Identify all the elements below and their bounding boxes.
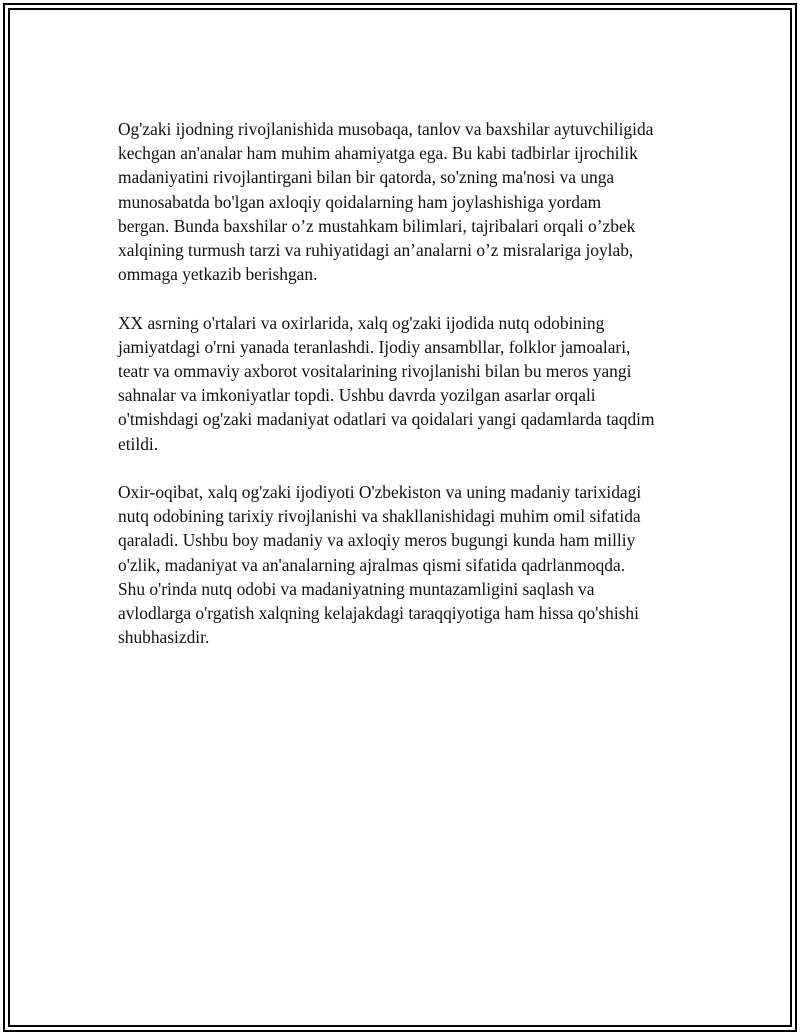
document-body <box>118 117 690 674</box>
paragraph-twentieth-century: XX asrning o'rtalari va oxirlarida, xalq og'zaki ijodida nutq odobining jamiyatdagi o'rni yanada teranlashdi. Ijodiy ansambllar, folklor jamoalari, teatr va ommaviy axborot vositalarining rivojlanishi bilan bu meros yangi sahnalar va imkoniyatlar topdi. Ushbu davrda yozilgan asarlar orqali o'tmishdagi og'zaki madaniyat odatlari va qoidalari yangi qadamlarda taqdim etildi. <box>118 312 655 454</box>
paragraph-oral-tradition: Og'zaki ijodning rivojlanishida musobaqa, tanlov va baxshilar aytuvchiligida kechgan an'analar ham muhim ahamiyatga ega. Bu kabi tadbirlar ijrochilik madaniyatini rivojlantirgani bilan bir qatorda, so'zning ma'nosi va unga munosabatda bo'lgan axloqiy qoidalarning ham joylashishiga yordam bergan. Bunda baxshilar o’z mustahkam bilimlari, tajribalari orqali o’zbek xalqining turmush tarzi va ruhiyatidagi an’analarni o’z misralariga joylab, ommaga yetkazib berishgan. <box>118 119 654 285</box>
paragraph-conclusion: Oxir-oqibat, xalq og'zaki ijodiyoti O'zbekiston va uning madaniy tarixidagi nutq odobining tarixiy rivojlanishi va shakllanishidagi muhim omil sifatida qaraladi. Ushbu boy madaniy va axloqiy meros bugungi kunda ham milliy o'zlik, madaniyat va an'analarning ajralmas qismi sifatida qadrlanmoqda. Shu o'rinda nutq odobi va madaniyatning muntazamligini saqlash va avlodlarga o'rgatish xalqning kelajakdagi taraqqiyotiga ham hissa qo'shishi shubhasizdir. <box>118 482 642 648</box>
